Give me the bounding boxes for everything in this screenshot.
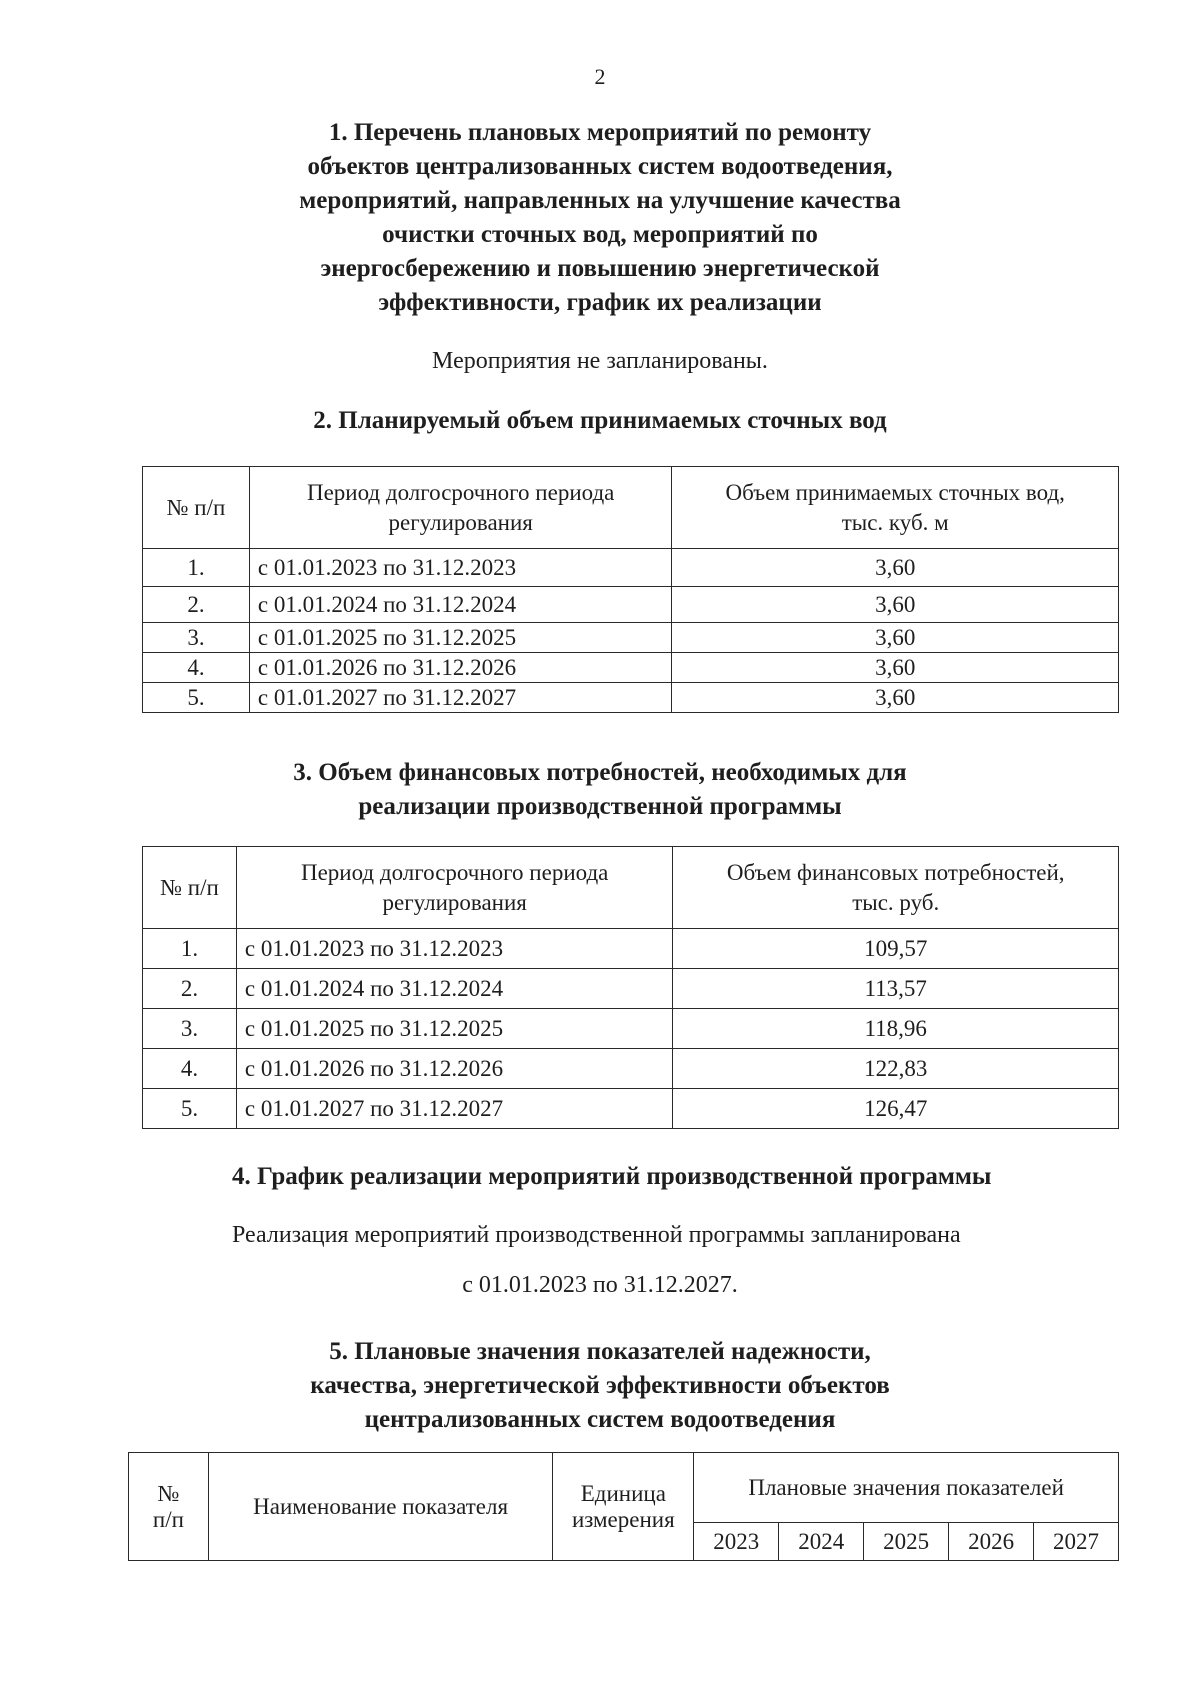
header-num-line2: п/п <box>152 1506 184 1532</box>
header-num <box>129 1453 209 1561</box>
row-num: 5. <box>143 683 250 713</box>
header-period <box>236 847 673 929</box>
header-volume-line1: Объем принимаемых сточных вод, <box>725 479 1065 505</box>
header-period-line1: Период долгосрочного периода <box>300 859 609 885</box>
header-unit-line1: Единица <box>580 1480 666 1506</box>
section-1-title-line: эффективности, график их реализации <box>378 289 822 316</box>
header-finance-line1: Объем финансовых потребностей, <box>726 859 1065 885</box>
header-planned-values: Плановые значения показателей <box>694 1453 1119 1523</box>
section-1-title-line: энергосбережению и повышению энергетической <box>320 255 880 282</box>
header-period-line2: регулирования <box>382 889 527 915</box>
header-indicator-name: Наименование показателя <box>208 1453 552 1561</box>
table-row <box>143 1009 1119 1049</box>
page-number: 2 <box>594 64 606 89</box>
table-row <box>143 969 1119 1009</box>
header-num-line1: № <box>157 1480 180 1506</box>
section-1-title <box>0 116 1200 320</box>
row-value: 113,57 <box>673 969 1119 1009</box>
row-num: 4. <box>143 653 250 683</box>
row-value: 126,47 <box>673 1089 1119 1129</box>
table-row <box>143 587 1119 623</box>
row-period: с 01.01.2025 по 31.12.2025 <box>249 623 672 653</box>
header-finance <box>673 847 1119 929</box>
row-num: 2. <box>143 969 237 1009</box>
header-year: 2025 <box>864 1523 949 1561</box>
section-5-title-line: качества, энергетической эффективности объектов <box>310 1372 890 1399</box>
header-num: № п/п <box>143 467 250 549</box>
row-value: 3,60 <box>672 683 1119 713</box>
row-value: 3,60 <box>672 623 1119 653</box>
row-period: с 01.01.2026 по 31.12.2026 <box>236 1049 673 1089</box>
header-num: № п/п <box>143 847 237 929</box>
row-period: с 01.01.2024 по 31.12.2024 <box>249 587 672 623</box>
section-4-text: Реализация мероприятий производственной программы запланирована <box>232 1222 961 1248</box>
header-period <box>249 467 672 549</box>
row-period: с 01.01.2027 по 31.12.2027 <box>249 683 672 713</box>
table-row <box>143 929 1119 969</box>
row-period: с 01.01.2027 по 31.12.2027 <box>236 1089 673 1129</box>
section-1-title-line: очистки сточных вод, мероприятий по <box>382 221 818 248</box>
table-header-row <box>143 467 1119 549</box>
row-num: 3. <box>143 1009 237 1049</box>
row-num: 4. <box>143 1049 237 1089</box>
table-row <box>143 683 1119 713</box>
row-period: с 01.01.2026 по 31.12.2026 <box>249 653 672 683</box>
table-row <box>143 1089 1119 1129</box>
section-1-title-line: объектов централизованных систем водоотведения, <box>307 153 893 180</box>
header-period-line1: Период долгосрочного периода <box>306 479 615 505</box>
row-period: с 01.01.2024 по 31.12.2024 <box>236 969 673 1009</box>
row-period: с 01.01.2025 по 31.12.2025 <box>236 1009 673 1049</box>
row-num: 1. <box>143 549 250 587</box>
section-4-text-dates: с 01.01.2023 по 31.12.2027. <box>462 1272 738 1298</box>
table-row <box>143 1049 1119 1089</box>
section-4-title: 4. График реализации мероприятий производственной программы <box>232 1163 992 1190</box>
row-num: 5. <box>143 1089 237 1129</box>
header-volume-line2: тыс. куб. м <box>841 509 949 535</box>
row-period: с 01.01.2023 по 31.12.2023 <box>249 549 672 587</box>
header-year: 2023 <box>694 1523 779 1561</box>
row-num: 1. <box>143 929 237 969</box>
financial-needs-table <box>142 846 1119 1129</box>
indicators-table <box>128 1452 1119 1561</box>
header-finance-line2: тыс. руб. <box>852 889 940 915</box>
section-3-title-line: 3. Объем финансовых потребностей, необходимых для <box>293 759 907 786</box>
table-header-row <box>143 847 1119 929</box>
wastewater-volume-table <box>142 466 1119 713</box>
section-1-note: Мероприятия не запланированы. <box>432 348 768 374</box>
section-2-title: 2. Планируемый объем принимаемых сточных вод <box>313 407 887 434</box>
header-unit-line2: измерения <box>571 1506 675 1532</box>
header-year: 2024 <box>779 1523 864 1561</box>
table-row <box>143 653 1119 683</box>
section-3-title <box>0 756 1200 824</box>
header-volume <box>672 467 1119 549</box>
row-num: 2. <box>143 587 250 623</box>
header-year: 2027 <box>1034 1523 1119 1561</box>
header-period-line2: регулирования <box>388 509 533 535</box>
section-5-title-line: централизованных систем водоотведения <box>364 1406 836 1433</box>
row-value: 122,83 <box>673 1049 1119 1089</box>
row-num: 3. <box>143 623 250 653</box>
row-value: 3,60 <box>672 549 1119 587</box>
row-value: 109,57 <box>673 929 1119 969</box>
table-row <box>143 623 1119 653</box>
table-header-row <box>129 1453 1119 1523</box>
row-period: с 01.01.2023 по 31.12.2023 <box>236 929 673 969</box>
section-5-title-line: 5. Плановые значения показателей надежности, <box>329 1338 871 1365</box>
section-3-title-line: реализации производственной программы <box>358 793 842 820</box>
header-unit <box>553 1453 694 1561</box>
section-1-title-line: 1. Перечень плановых мероприятий по ремонту <box>328 119 872 146</box>
header-year: 2026 <box>949 1523 1034 1561</box>
table-row <box>143 549 1119 587</box>
row-value: 3,60 <box>672 587 1119 623</box>
section-5-title <box>0 1335 1200 1437</box>
row-value: 3,60 <box>672 653 1119 683</box>
section-1-title-line: мероприятий, направленных на улучшение качества <box>299 187 901 214</box>
row-value: 118,96 <box>673 1009 1119 1049</box>
